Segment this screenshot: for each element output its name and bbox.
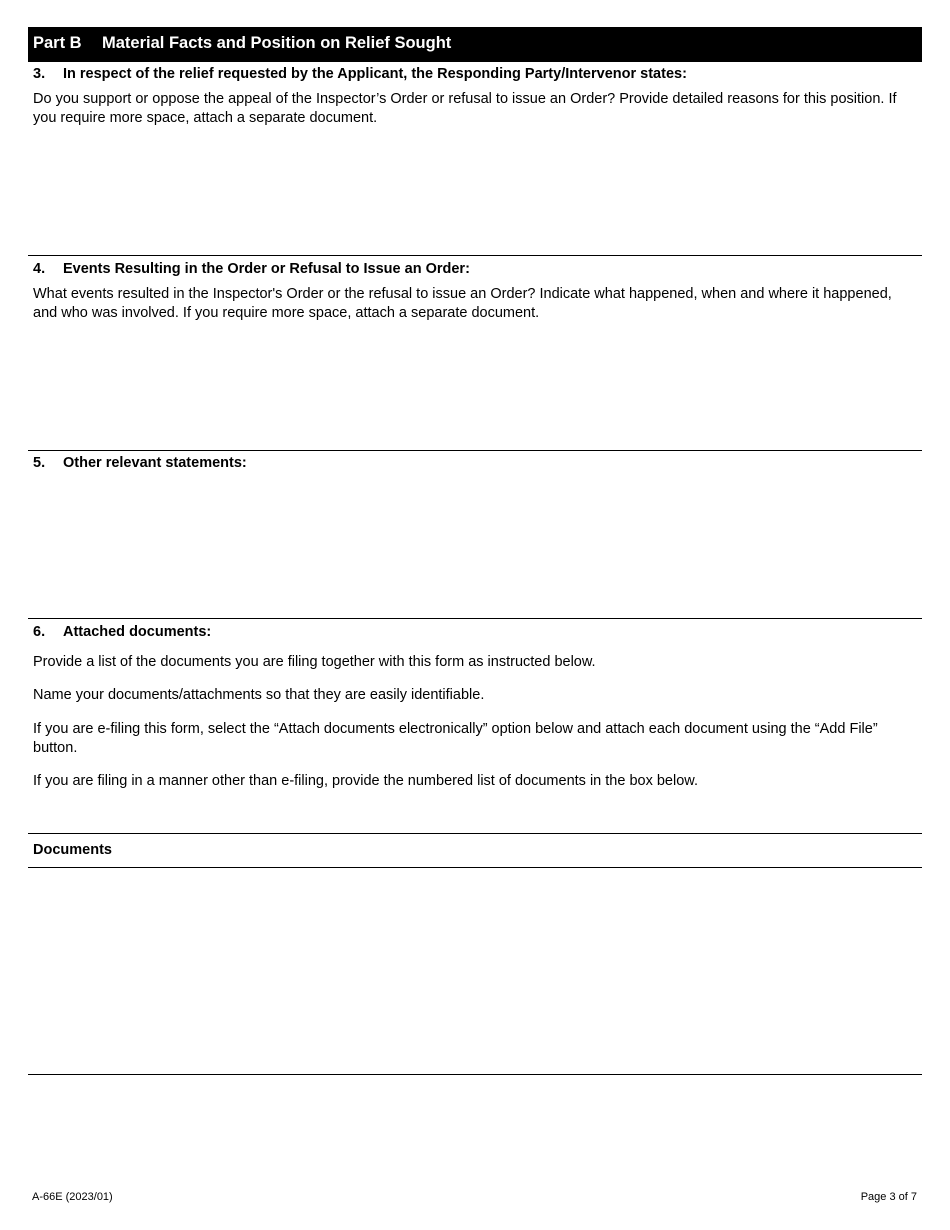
section-6-paragraph: Provide a list of the documents you are filing together with this form as instructed below. (33, 654, 596, 670)
section-4-answer-field[interactable] (28, 323, 922, 451)
part-title: Material Facts and Position on Relief Sought (102, 34, 452, 52)
section-4-title (28, 261, 922, 277)
section-3-instructions: Do you support or oppose the appeal of the Inspector’s Order or refusal to issue an Order? Provide detailed reasons for this position. If you require more space, attach a separate document. (33, 91, 897, 126)
section-5-heading: Other relevant statements: (63, 455, 247, 471)
part-header (28, 27, 922, 62)
documents-label: Documents (33, 842, 112, 858)
section-3 (28, 66, 922, 256)
section-5-title (28, 455, 922, 471)
section-6-paragraph: If you are filing in a manner other than e-filing, provide the numbered list of documents in the box below. (33, 773, 698, 789)
section-5-answer-field[interactable] (28, 471, 922, 619)
section-3-answer-field[interactable] (28, 128, 922, 256)
part-label: Part B (33, 34, 82, 52)
section-4-number: 4. (33, 261, 46, 277)
form-page (28, 27, 922, 1075)
form-code: A-66E (2023/01) (32, 1191, 113, 1203)
section-5-number: 5. (33, 455, 46, 471)
section-3-heading: In respect of the relief requested by the Applicant, the Responding Party/Intervenor states: (63, 66, 687, 82)
page-number: Page 3 of 7 (860, 1191, 917, 1203)
section-4-heading: Events Resulting in the Order or Refusal to Issue an Order: (63, 261, 470, 277)
section-3-title (28, 66, 922, 82)
section-5 (28, 455, 922, 619)
section-6-paragraph: Name your documents/attachments so that they are easily identifiable. (33, 687, 485, 703)
section-6-heading: Attached documents: (63, 624, 212, 640)
section-3-number: 3. (33, 66, 46, 82)
section-6-number: 6. (33, 624, 46, 640)
section-6-paragraph: If you are e-filing this form, select the “Attach documents electronically” option below and attach each document using the “Add File” button. (33, 721, 878, 756)
documents-list-field[interactable] (28, 868, 922, 1075)
section-6 (28, 624, 922, 1075)
section-4-instructions: What events resulted in the Inspector's Order or the refusal to issue an Order? Indicate what happened, when and where it happened, and who was involved. If you require more space, attach a separate document. (33, 286, 892, 321)
section-6-title (28, 624, 922, 640)
section-4 (28, 261, 922, 451)
